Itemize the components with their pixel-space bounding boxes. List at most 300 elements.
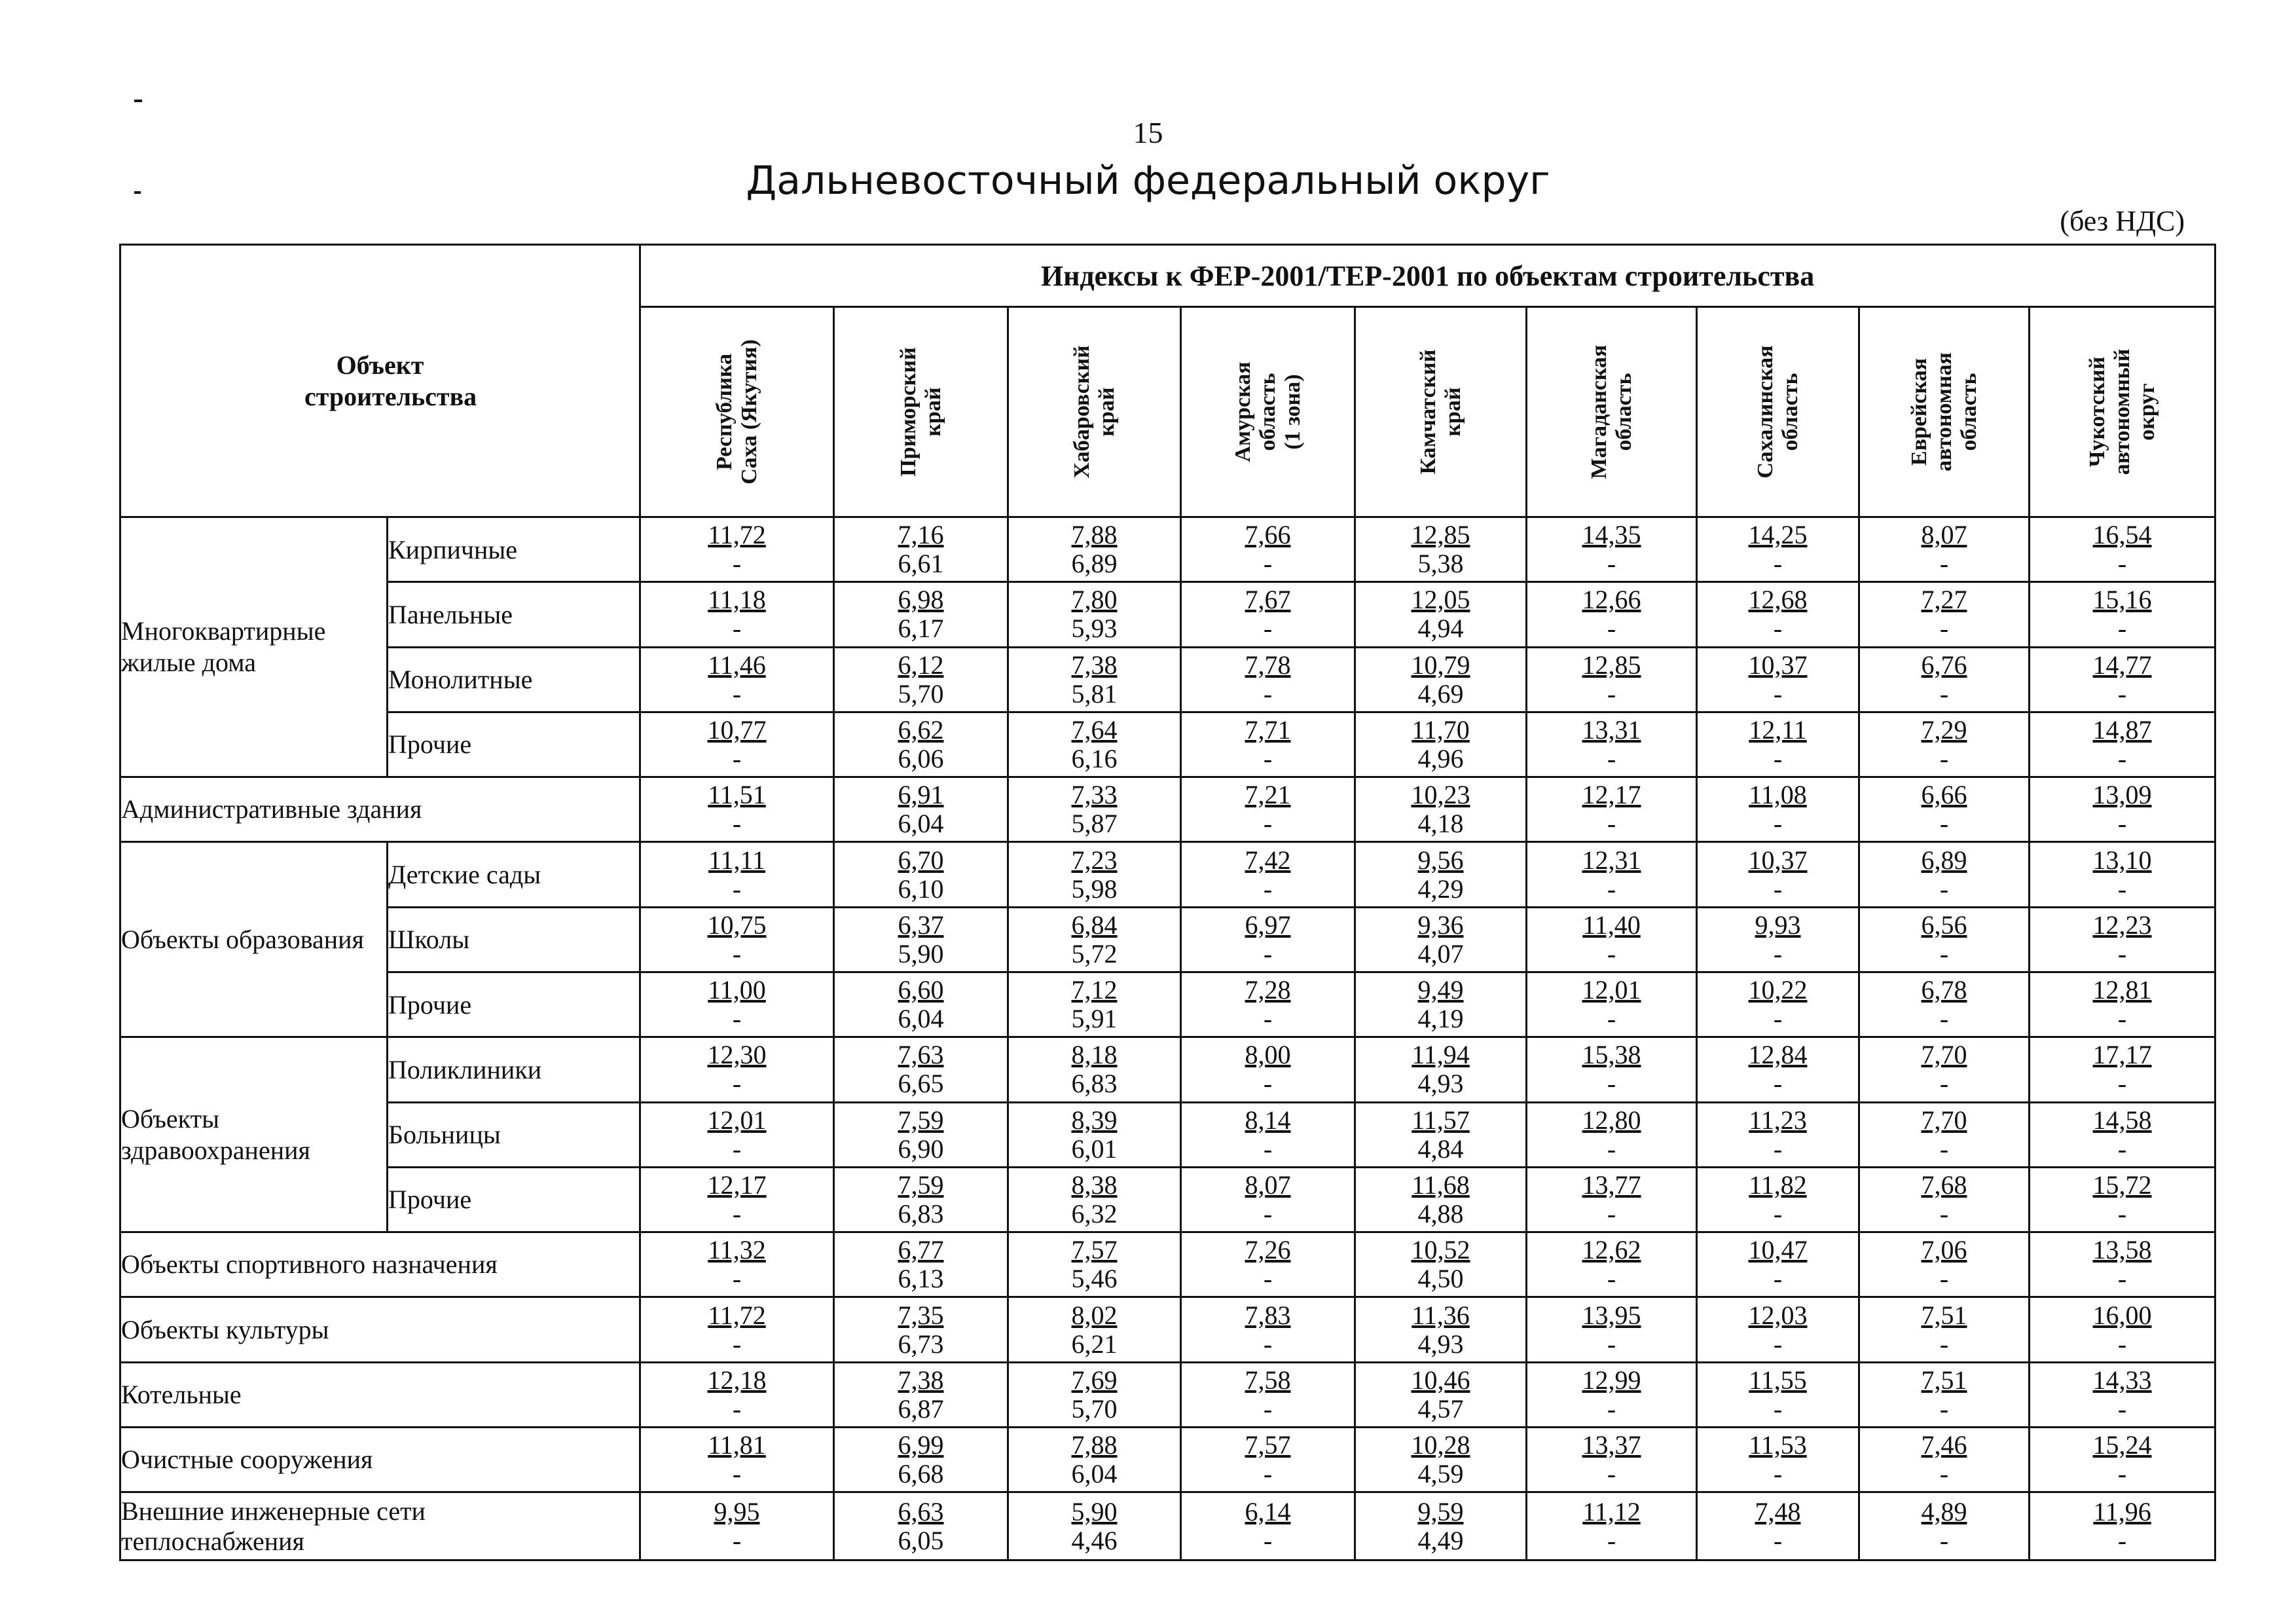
index-value-fer: 7,83 — [1245, 1300, 1291, 1330]
region-header-label: Камчатский край — [1415, 349, 1465, 475]
index-value-fer: 9,49 — [1417, 975, 1464, 1005]
index-value-fer: 11,40 — [1582, 910, 1641, 940]
index-value-ter: - — [1773, 1393, 1783, 1424]
index-value-fer: 11,57 — [1412, 1105, 1470, 1135]
index-value-fer: 7,38 — [898, 1365, 944, 1395]
object-type-label: Детские сады — [388, 842, 640, 907]
index-value-ter: 6,10 — [898, 874, 944, 904]
index-value-ter: 5,93 — [1071, 614, 1118, 644]
index-value-ter: 6,17 — [898, 614, 944, 644]
index-cell — [1527, 1102, 1697, 1167]
object-label: Объекты культуры — [120, 1297, 640, 1362]
index-cell — [1859, 907, 2030, 972]
index-value-fer: 12,85 — [1582, 650, 1641, 680]
region-header — [1527, 307, 1697, 517]
index-value-fer: 7,23 — [1071, 845, 1118, 875]
index-cell — [1181, 1492, 1355, 1560]
index-cell — [834, 1492, 1008, 1560]
index-value-ter: - — [732, 1329, 742, 1359]
index-value-ter: 5,90 — [898, 938, 944, 969]
index-value-fer: 10,47 — [1748, 1235, 1808, 1265]
index-cell — [1181, 777, 1355, 842]
index-value-ter: - — [1773, 678, 1783, 709]
index-cell — [1008, 582, 1181, 647]
table-row — [120, 1102, 2215, 1167]
index-value-ter: - — [1607, 549, 1616, 579]
index-value-ter: - — [1939, 1525, 1949, 1555]
index-value-ter: 5,70 — [1071, 1393, 1118, 1424]
index-value-fer: 7,51 — [1921, 1365, 1967, 1395]
index-value-fer: 6,66 — [1921, 780, 1967, 810]
index-value-ter: 6,83 — [898, 1198, 944, 1228]
index-value-ter: - — [1773, 1004, 1783, 1034]
index-value-ter: - — [1263, 1459, 1273, 1489]
object-type-label: Прочие — [388, 712, 640, 777]
index-cell — [1859, 842, 2030, 907]
index-value-ter: - — [732, 1069, 742, 1099]
index-value-fer: 7,58 — [1245, 1365, 1291, 1395]
index-value-fer: 10,22 — [1748, 975, 1808, 1005]
index-cell — [1527, 582, 1697, 647]
index-value-ter: - — [1263, 1134, 1273, 1164]
index-value-fer: 13,37 — [1582, 1430, 1641, 1460]
index-cell — [1527, 1362, 1697, 1427]
table-row — [120, 1037, 2215, 1102]
index-value-fer: 12,81 — [2092, 975, 2152, 1005]
index-value-fer: 7,66 — [1245, 520, 1291, 550]
index-value-ter: - — [1263, 1264, 1273, 1294]
index-cell — [1008, 842, 1181, 907]
index-value-ter: 4,49 — [1417, 1525, 1464, 1555]
index-value-ter: 4,94 — [1417, 614, 1464, 644]
index-value-fer: 9,36 — [1417, 910, 1464, 940]
index-value-ter: - — [2117, 678, 2127, 709]
index-value-fer: 7,35 — [898, 1300, 944, 1330]
index-value-ter: - — [732, 1264, 742, 1294]
index-value-ter: - — [1263, 1004, 1273, 1034]
index-cell — [1859, 517, 2030, 582]
index-value-ter: - — [1773, 614, 1783, 644]
index-cell — [1355, 1037, 1527, 1102]
index-value-ter: - — [1607, 1329, 1616, 1359]
index-value-fer: 7,80 — [1071, 585, 1118, 615]
index-cell — [1859, 1492, 2030, 1560]
index-value-ter: - — [1263, 1069, 1273, 1099]
index-value-fer: 6,98 — [898, 585, 944, 615]
region-header — [834, 307, 1008, 517]
index-cell — [2030, 1037, 2215, 1102]
index-value-ter: - — [1607, 1393, 1616, 1424]
index-value-fer: 6,56 — [1921, 910, 1967, 940]
index-cell — [1181, 907, 1355, 972]
index-value-ter: - — [732, 1134, 742, 1164]
index-value-fer: 11,32 — [708, 1235, 766, 1265]
page-title: Дальневосточный федеральный округ — [746, 158, 1550, 204]
index-cell — [1527, 842, 1697, 907]
index-value-ter: - — [1263, 1329, 1273, 1359]
index-value-fer: 16,54 — [2092, 520, 2152, 550]
table-row — [120, 1427, 2215, 1492]
index-cell — [2030, 972, 2215, 1037]
index-cell — [640, 1102, 834, 1167]
index-value-ter: - — [1939, 938, 1949, 969]
object-header: Объект строительства — [120, 245, 640, 517]
index-value-ter: - — [1939, 678, 1949, 709]
index-value-fer: 7,28 — [1245, 975, 1291, 1005]
index-cell — [834, 1362, 1008, 1427]
index-value-ter: - — [1939, 809, 1949, 839]
index-value-ter: 5,38 — [1417, 549, 1464, 579]
index-value-ter: - — [1263, 938, 1273, 969]
index-value-ter: - — [1263, 1198, 1273, 1228]
index-value-fer: 17,17 — [2092, 1040, 2152, 1070]
index-cell — [640, 1232, 834, 1297]
index-value-ter: - — [2117, 1264, 2127, 1294]
index-cell — [834, 517, 1008, 582]
table-row — [120, 1232, 2215, 1297]
index-cell — [640, 972, 834, 1037]
index-value-fer: 14,25 — [1748, 520, 1808, 550]
index-cell — [1527, 647, 1697, 712]
index-cell — [1008, 647, 1181, 712]
index-value-ter: - — [1607, 614, 1616, 644]
index-value-fer: 6,60 — [898, 975, 944, 1005]
index-value-ter: 6,16 — [1071, 743, 1118, 773]
index-cell — [834, 1167, 1008, 1232]
index-value-fer: 6,99 — [898, 1430, 944, 1460]
index-value-ter: - — [2117, 549, 2127, 579]
index-value-fer: 11,81 — [708, 1430, 766, 1460]
index-value-ter: 5,87 — [1071, 809, 1118, 839]
index-cell — [1355, 1102, 1527, 1167]
table-row — [120, 777, 2215, 842]
index-value-ter: 6,21 — [1071, 1329, 1118, 1359]
index-value-fer: 13,09 — [2092, 780, 2152, 810]
index-cell — [1181, 1037, 1355, 1102]
index-value-ter: 6,83 — [1071, 1069, 1118, 1099]
index-value-ter: - — [1773, 1525, 1783, 1555]
index-value-fer: 12,03 — [1748, 1300, 1808, 1330]
index-cell — [1355, 1297, 1527, 1362]
index-value-ter: - — [1607, 743, 1616, 773]
table-row — [120, 1362, 2215, 1427]
index-cell — [640, 712, 834, 777]
index-value-ter: - — [1939, 549, 1949, 579]
index-value-fer: 6,97 — [1245, 910, 1291, 940]
index-value-ter: - — [1939, 1198, 1949, 1228]
index-value-fer: 7,38 — [1071, 650, 1118, 680]
index-value-ter: - — [1939, 1459, 1949, 1489]
index-cell — [1527, 972, 1697, 1037]
index-value-fer: 8,07 — [1921, 520, 1967, 550]
index-value-fer: 7,06 — [1921, 1235, 1967, 1265]
index-cell — [1355, 907, 1527, 972]
index-value-fer: 6,89 — [1921, 845, 1967, 875]
index-cell — [2030, 842, 2215, 907]
index-value-ter: - — [1939, 874, 1949, 904]
index-value-ter: 6,89 — [1071, 549, 1118, 579]
index-cell — [834, 1232, 1008, 1297]
index-value-ter: 6,65 — [898, 1069, 944, 1099]
index-cell — [640, 1037, 834, 1102]
table-row — [120, 647, 2215, 712]
index-value-fer: 7,68 — [1921, 1170, 1967, 1200]
index-value-ter: - — [1263, 1393, 1273, 1424]
object-type-label: Кирпичные — [388, 517, 640, 582]
index-cell — [2030, 907, 2215, 972]
index-value-ter: - — [2117, 1134, 2127, 1164]
index-value-fer: 12,01 — [1582, 975, 1641, 1005]
index-value-ter: 4,84 — [1417, 1134, 1464, 1164]
index-value-ter: - — [1263, 874, 1273, 904]
index-cell — [1008, 1362, 1181, 1427]
index-value-fer: 11,00 — [708, 975, 766, 1005]
object-label: Очистные сооружения — [120, 1427, 640, 1492]
index-cell — [2030, 777, 2215, 842]
index-value-fer: 12,84 — [1748, 1040, 1808, 1070]
index-value-ter: 4,50 — [1417, 1264, 1464, 1294]
index-value-fer: 12,99 — [1582, 1365, 1641, 1395]
index-cell — [640, 647, 834, 712]
index-cell — [1355, 1492, 1527, 1560]
index-value-ter: - — [1939, 1004, 1949, 1034]
index-value-ter: - — [1773, 938, 1783, 969]
index-cell — [1859, 1037, 2030, 1102]
index-cell — [1355, 842, 1527, 907]
index-value-ter: - — [1263, 809, 1273, 839]
index-value-fer: 6,70 — [898, 845, 944, 875]
index-value-fer: 7,27 — [1921, 585, 1967, 615]
index-value-fer: 7,88 — [1071, 520, 1118, 550]
index-value-fer: 9,95 — [714, 1496, 760, 1526]
index-value-ter: 5,70 — [898, 678, 944, 709]
index-value-ter: 5,72 — [1071, 938, 1118, 969]
index-value-fer: 7,48 — [1755, 1496, 1801, 1526]
index-value-fer: 5,90 — [1071, 1496, 1118, 1526]
index-value-fer: 12,85 — [1411, 520, 1470, 550]
index-value-fer: 11,94 — [1412, 1040, 1470, 1070]
index-value-ter: - — [732, 809, 742, 839]
index-value-fer: 12,17 — [1582, 780, 1641, 810]
index-value-ter: 5,46 — [1071, 1264, 1118, 1294]
index-value-fer: 7,59 — [898, 1105, 944, 1135]
index-value-ter: - — [732, 614, 742, 644]
index-value-ter: - — [732, 678, 742, 709]
table-row — [120, 907, 2215, 972]
index-value-ter: 4,93 — [1417, 1329, 1464, 1359]
index-value-ter: - — [732, 743, 742, 773]
index-value-fer: 7,21 — [1245, 780, 1291, 810]
region-header-label: Приморский край — [896, 347, 945, 477]
table-row — [120, 1297, 2215, 1362]
index-cell — [1859, 1167, 2030, 1232]
index-value-ter: - — [1263, 1525, 1273, 1555]
object-type-label: Прочие — [388, 972, 640, 1037]
index-value-ter: - — [1773, 1264, 1783, 1294]
index-value-ter: - — [1773, 743, 1783, 773]
index-value-ter: - — [2117, 743, 2127, 773]
index-value-fer: 12,30 — [707, 1040, 767, 1070]
index-cell — [2030, 1297, 2215, 1362]
index-value-fer: 9,56 — [1417, 845, 1464, 875]
index-value-ter: - — [2117, 1198, 2127, 1228]
index-value-ter: - — [732, 1198, 742, 1228]
index-cell — [1355, 972, 1527, 1037]
index-value-ter: - — [1607, 1134, 1616, 1164]
region-header-label: Еврейская автономная область — [1906, 352, 1981, 471]
index-cell — [1355, 1362, 1527, 1427]
index-value-fer: 12,80 — [1582, 1105, 1641, 1135]
index-value-ter: 6,90 — [898, 1134, 944, 1164]
index-value-fer: 11,82 — [1749, 1170, 1807, 1200]
index-value-fer: 6,63 — [898, 1496, 944, 1526]
index-cell — [1527, 712, 1697, 777]
index-value-ter: - — [1773, 809, 1783, 839]
index-value-ter: 6,01 — [1071, 1134, 1118, 1164]
index-value-fer: 13,10 — [2092, 845, 2152, 875]
index-cell — [1355, 1427, 1527, 1492]
index-value-ter: 4,59 — [1417, 1459, 1464, 1489]
index-value-fer: 7,67 — [1245, 585, 1291, 615]
index-value-ter: 6,87 — [898, 1393, 944, 1424]
index-value-fer: 11,96 — [2093, 1496, 2151, 1526]
index-value-fer: 11,18 — [708, 585, 766, 615]
index-value-fer: 10,77 — [707, 714, 767, 745]
index-value-fer: 11,11 — [708, 845, 766, 875]
index-cell — [1527, 777, 1697, 842]
index-cell — [1859, 1232, 2030, 1297]
index-value-fer: 14,58 — [2092, 1105, 2152, 1135]
index-cell — [834, 582, 1008, 647]
index-value-ter: 4,88 — [1417, 1198, 1464, 1228]
index-value-fer: 6,77 — [898, 1235, 944, 1265]
index-value-fer: 7,78 — [1245, 650, 1291, 680]
group-label: Объекты здравоохранения — [120, 1037, 388, 1232]
index-value-fer: 11,08 — [1749, 780, 1807, 810]
index-cell — [640, 777, 834, 842]
index-cell — [1008, 1167, 1181, 1232]
index-value-ter: - — [1607, 1198, 1616, 1228]
index-value-fer: 12,66 — [1582, 585, 1641, 615]
index-value-fer: 10,52 — [1411, 1235, 1470, 1265]
object-type-label: Монолитные — [388, 647, 640, 712]
table-row — [120, 517, 2215, 582]
index-value-fer: 11,12 — [1582, 1496, 1641, 1526]
group-label: Объекты образования — [120, 842, 388, 1037]
scan-mark — [134, 100, 142, 102]
index-value-fer: 12,23 — [2092, 910, 2152, 940]
index-value-ter: - — [1773, 1134, 1783, 1164]
index-value-fer: 11,51 — [708, 780, 766, 810]
index-value-ter: - — [1607, 678, 1616, 709]
table-row — [120, 1167, 2215, 1232]
object-type-label: Больницы — [388, 1102, 640, 1167]
index-value-ter: - — [1939, 1134, 1949, 1164]
index-value-ter: - — [2117, 938, 2127, 969]
index-value-fer: 12,01 — [707, 1105, 767, 1135]
index-value-ter: - — [1263, 743, 1273, 773]
table-row — [120, 582, 2215, 647]
index-cell — [1697, 647, 1859, 712]
index-value-ter: - — [1607, 938, 1616, 969]
index-cell — [2030, 1167, 2215, 1232]
index-cell — [1697, 1037, 1859, 1102]
index-value-fer: 13,77 — [1582, 1170, 1641, 1200]
index-cell — [1008, 1232, 1181, 1297]
index-value-ter: - — [1607, 1004, 1616, 1034]
index-value-fer: 12,11 — [1749, 714, 1807, 745]
region-header — [1697, 307, 1859, 517]
index-cell — [2030, 712, 2215, 777]
group-label: Многоквартирные жилые дома — [120, 517, 388, 777]
index-cell — [1859, 582, 2030, 647]
index-value-ter: - — [732, 874, 742, 904]
index-cell — [2030, 1102, 2215, 1167]
index-value-fer: 7,64 — [1071, 714, 1118, 745]
index-cell — [640, 1492, 834, 1560]
index-cell — [1527, 1427, 1697, 1492]
index-value-fer: 10,37 — [1748, 650, 1808, 680]
index-value-ter: 6,06 — [898, 743, 944, 773]
index-cell — [1697, 1167, 1859, 1232]
index-value-ter: - — [1607, 1069, 1616, 1099]
index-cell — [1355, 1167, 1527, 1232]
index-cell — [640, 1167, 834, 1232]
index-value-ter: - — [2117, 1069, 2127, 1099]
index-cell — [2030, 1232, 2215, 1297]
index-value-fer: 11,53 — [1749, 1430, 1807, 1460]
index-cell — [1697, 1362, 1859, 1427]
index-value-ter: 6,32 — [1071, 1198, 1118, 1228]
region-header-label: Амурская область (1 зона) — [1230, 361, 1305, 462]
index-cell — [1008, 712, 1181, 777]
index-cell — [640, 1297, 834, 1362]
object-label: Котельные — [120, 1362, 640, 1427]
object-type-label: Школы — [388, 907, 640, 972]
index-cell — [1355, 777, 1527, 842]
index-value-fer: 14,77 — [2092, 650, 2152, 680]
index-value-fer: 10,46 — [1411, 1365, 1470, 1395]
index-value-fer: 7,46 — [1921, 1430, 1967, 1460]
index-value-ter: 4,19 — [1417, 1004, 1464, 1034]
index-table — [119, 244, 2216, 1561]
index-value-fer: 8,38 — [1071, 1170, 1118, 1200]
index-value-fer: 12,31 — [1582, 845, 1641, 875]
index-cell — [834, 1037, 1008, 1102]
index-cell — [1697, 777, 1859, 842]
index-cell — [1008, 1102, 1181, 1167]
index-cell — [1355, 582, 1527, 647]
index-value-fer: 11,36 — [1412, 1300, 1470, 1330]
index-value-fer: 16,00 — [2092, 1300, 2152, 1330]
index-value-ter: - — [1939, 1069, 1949, 1099]
index-cell — [834, 1297, 1008, 1362]
index-value-fer: 12,17 — [707, 1170, 767, 1200]
object-type-label: Прочие — [388, 1167, 640, 1232]
index-cell — [1181, 1362, 1355, 1427]
index-value-fer: 7,51 — [1921, 1300, 1967, 1330]
index-value-ter: - — [2117, 1004, 2127, 1034]
index-value-ter: 6,73 — [898, 1329, 944, 1359]
region-header-label: Сахалинская область — [1753, 345, 1802, 479]
index-value-fer: 6,76 — [1921, 650, 1967, 680]
index-value-fer: 10,23 — [1411, 780, 1470, 810]
index-cell — [1859, 777, 2030, 842]
index-value-ter: - — [1607, 874, 1616, 904]
index-value-fer: 8,02 — [1071, 1300, 1118, 1330]
index-value-ter: - — [1773, 549, 1783, 579]
index-value-ter: - — [732, 1525, 742, 1555]
